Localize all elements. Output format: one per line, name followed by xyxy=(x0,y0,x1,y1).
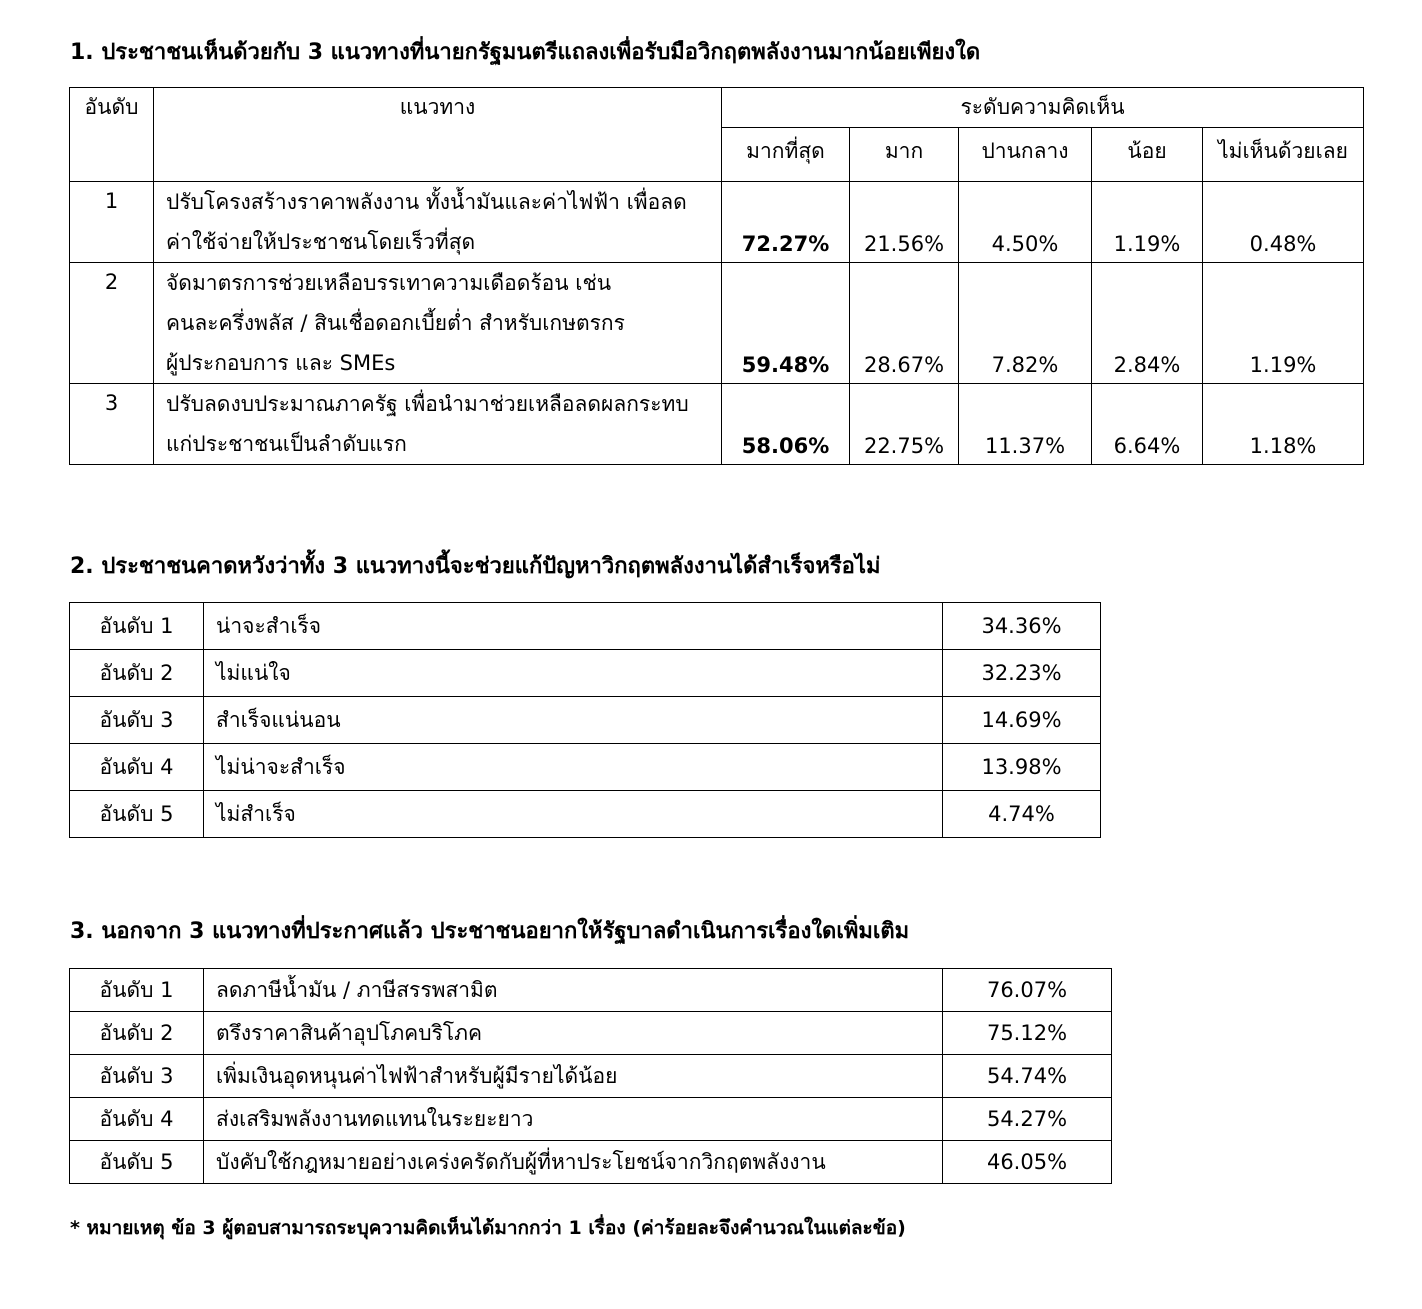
table-row xyxy=(70,263,1364,384)
approach-line: ปรับลดงบประมาณภาครัฐ เพื่อนำมาช่วยเหลือลดผลกระทบ xyxy=(166,392,689,416)
value-moderate: 7.82% xyxy=(959,263,1092,384)
value-most: 72.27% xyxy=(722,182,850,263)
row-approach xyxy=(154,384,722,465)
row-label: ส่งเสริมพลังงานทดแทนในระยะยาว xyxy=(204,1098,943,1141)
row-label: น่าจะสำเร็จ xyxy=(204,603,943,650)
row-value: 54.74% xyxy=(943,1055,1112,1098)
row-rank: อันดับ 2 xyxy=(70,650,204,697)
row-rank: 2 xyxy=(70,263,154,384)
table-row xyxy=(70,1012,1112,1055)
row-value: 76.07% xyxy=(943,969,1112,1012)
table-row xyxy=(70,744,1101,791)
row-rank: อันดับ 4 xyxy=(70,1098,204,1141)
value-disagree: 0.48% xyxy=(1203,182,1364,263)
row-approach xyxy=(154,263,722,384)
table-row xyxy=(70,1055,1112,1098)
value-little: 2.84% xyxy=(1092,263,1203,384)
approach-line: แก่ประชาชนเป็นลำดับแรก xyxy=(166,432,407,456)
approach-line: ปรับโครงสร้างราคาพลังงาน ทั้งน้ำมันและค่าไฟฟ้า เพื่อลด xyxy=(166,190,687,214)
header-rank: อันดับ xyxy=(70,88,154,182)
row-rank: อันดับ 3 xyxy=(70,697,204,744)
approach-line: ค่าใช้จ่ายให้ประชาชนโดยเร็วที่สุด xyxy=(166,230,476,254)
row-value: 34.36% xyxy=(943,603,1101,650)
header-level-disagree: ไม่เห็นด้วยเลย xyxy=(1203,128,1364,182)
table-row xyxy=(70,791,1101,838)
expectation-table xyxy=(69,602,1101,838)
table-row xyxy=(70,384,1364,465)
header-level-most: มากที่สุด xyxy=(722,128,850,182)
row-rank: อันดับ 4 xyxy=(70,744,204,791)
row-label: ตรึงราคาสินค้าอุปโภคบริโภค xyxy=(204,1012,943,1055)
row-rank: อันดับ 1 xyxy=(70,603,204,650)
row-label: ลดภาษีน้ำมัน / ภาษีสรรพสามิต xyxy=(204,969,943,1012)
value-little: 6.64% xyxy=(1092,384,1203,465)
header-level-much: มาก xyxy=(850,128,959,182)
row-rank: อันดับ 5 xyxy=(70,1141,204,1184)
header-approach: แนวทาง xyxy=(154,88,722,182)
agreement-table xyxy=(69,87,1364,465)
value-disagree: 1.19% xyxy=(1203,263,1364,384)
value-moderate: 4.50% xyxy=(959,182,1092,263)
table-row xyxy=(70,650,1101,697)
table-row xyxy=(70,969,1112,1012)
row-value: 14.69% xyxy=(943,697,1101,744)
table-row xyxy=(70,1141,1112,1184)
header-row-1 xyxy=(70,88,1364,128)
row-rank: 3 xyxy=(70,384,154,465)
row-value: 13.98% xyxy=(943,744,1101,791)
row-rank: อันดับ 2 xyxy=(70,1012,204,1055)
additional-actions-table xyxy=(69,968,1112,1184)
row-rank: 1 xyxy=(70,182,154,263)
row-value: 54.27% xyxy=(943,1098,1112,1141)
value-much: 21.56% xyxy=(850,182,959,263)
row-value: 32.23% xyxy=(943,650,1101,697)
row-rank: อันดับ 1 xyxy=(70,969,204,1012)
row-label: สำเร็จแน่นอน xyxy=(204,697,943,744)
value-most: 59.48% xyxy=(722,263,850,384)
row-value: 46.05% xyxy=(943,1141,1112,1184)
table-row xyxy=(70,1098,1112,1141)
row-label: บังคับใช้กฎหมายอย่างเคร่งครัดกับผู้ที่หาประโยชน์จากวิกฤตพลังงาน xyxy=(204,1141,943,1184)
table-row xyxy=(70,603,1101,650)
table-row xyxy=(70,697,1101,744)
header-opinion-level: ระดับความคิดเห็น xyxy=(722,88,1364,128)
row-value: 4.74% xyxy=(943,791,1101,838)
approach-line: คนละครึ่งพลัส / สินเชื่อดอกเบี้ยต่ำ สำหรับเกษตรกร xyxy=(166,311,625,335)
row-label: ไม่สำเร็จ xyxy=(204,791,943,838)
section-3-title: 3. นอกจาก 3 แนวทางที่ประกาศแล้ว ประชาชนอยากให้รัฐบาลดำเนินการเรื่องใดเพิ่มเติม xyxy=(70,919,910,944)
row-label: ไม่แน่ใจ xyxy=(204,650,943,697)
value-most: 58.06% xyxy=(722,384,850,465)
approach-line: ผู้ประกอบการ และ SMEs xyxy=(166,351,396,375)
value-much: 22.75% xyxy=(850,384,959,465)
table-row xyxy=(70,182,1364,263)
row-rank: อันดับ 3 xyxy=(70,1055,204,1098)
value-little: 1.19% xyxy=(1092,182,1203,263)
value-much: 28.67% xyxy=(850,263,959,384)
row-rank: อันดับ 5 xyxy=(70,791,204,838)
footnote: * หมายเหตุ ข้อ 3 ผู้ตอบสามารถระบุความคิดเห็นได้มากกว่า 1 เรื่อง (ค่าร้อยละจึงคำนวณในแต่ละข้อ) xyxy=(70,1217,906,1239)
row-approach xyxy=(154,182,722,263)
section-1-title: 1. ประชาชนเห็นด้วยกับ 3 แนวทางที่นายกรัฐมนตรีแถลงเพื่อรับมือวิกฤตพลังงานมากน้อยเพียงใด xyxy=(70,40,981,65)
value-moderate: 11.37% xyxy=(959,384,1092,465)
section-2-title: 2. ประชาชนคาดหวังว่าทั้ง 3 แนวทางนี้จะช่วยแก้ปัญหาวิกฤตพลังงานได้สำเร็จหรือไม่ xyxy=(70,554,881,579)
approach-line: จัดมาตรการช่วยเหลือบรรเทาความเดือดร้อน เช่น xyxy=(166,271,612,295)
header-level-little: น้อย xyxy=(1092,128,1203,182)
row-label: ไม่น่าจะสำเร็จ xyxy=(204,744,943,791)
row-value: 75.12% xyxy=(943,1012,1112,1055)
value-disagree: 1.18% xyxy=(1203,384,1364,465)
header-level-moderate: ปานกลาง xyxy=(959,128,1092,182)
row-label: เพิ่มเงินอุดหนุนค่าไฟฟ้าสำหรับผู้มีรายได้น้อย xyxy=(204,1055,943,1098)
